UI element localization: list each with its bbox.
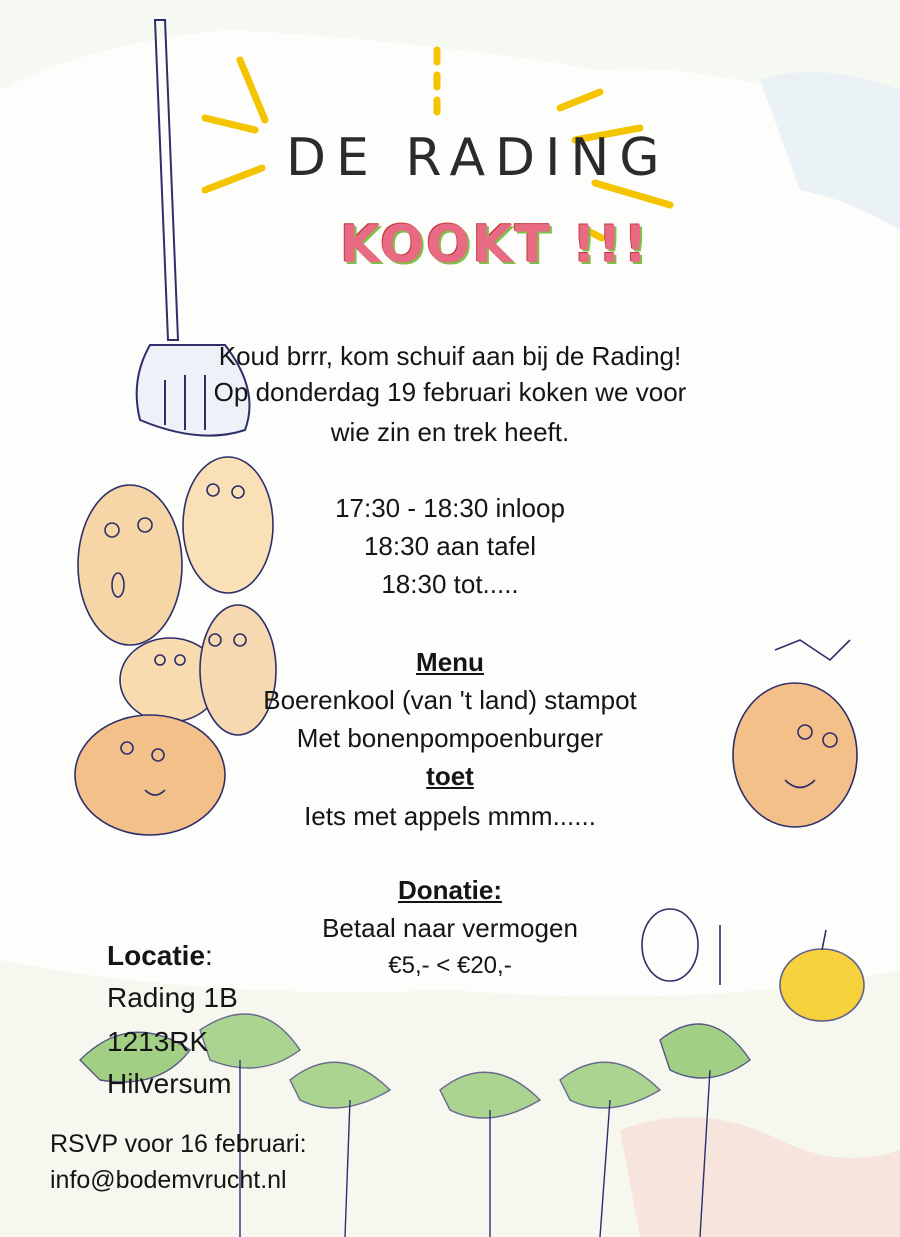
dessert-item: Iets met appels mmm...... xyxy=(304,801,596,831)
location-heading xyxy=(107,936,213,976)
menu-item-burger: Met bonenpompoenburger xyxy=(296,723,604,753)
time-line-tafel: 18:30 aan tafel xyxy=(363,531,537,561)
location-street: Rading 1B xyxy=(107,982,238,1013)
location-heading-colon: : xyxy=(205,940,213,971)
time-line-inloop: 17:30 - 18:30 inloop xyxy=(335,493,565,523)
location-city: Hilversum xyxy=(107,1068,232,1099)
rsvp-email[interactable]: info@bodemvrucht.nl xyxy=(50,1166,287,1194)
rsvp-line: RSVP voor 16 februari: xyxy=(50,1130,307,1158)
dessert-heading: toet xyxy=(426,761,474,791)
intro-line-2: Op donderdag 19 februari koken we voor xyxy=(213,377,687,407)
title-kookt: KOOKT !!! xyxy=(340,215,650,275)
donation-line-2: €5,- < €20,- xyxy=(388,952,512,979)
donation-line-1: Betaal naar vermogen xyxy=(322,913,578,943)
donation-heading: Donatie: xyxy=(398,875,502,905)
title-de-rading: DE RADING xyxy=(286,128,670,188)
location-postcode: 1213RK xyxy=(107,1026,209,1057)
location-heading-label: Locatie xyxy=(107,940,206,971)
time-line-tot: 18:30 tot..... xyxy=(381,569,519,599)
menu-item-stampot: Boerenkool (van 't land) stampot xyxy=(263,685,637,715)
menu-heading: Menu xyxy=(416,647,484,677)
intro-line-3: wie zin en trek heeft. xyxy=(330,417,570,447)
intro-line-1: Koud brrr, kom schuif aan bij de Rading! xyxy=(218,341,682,371)
